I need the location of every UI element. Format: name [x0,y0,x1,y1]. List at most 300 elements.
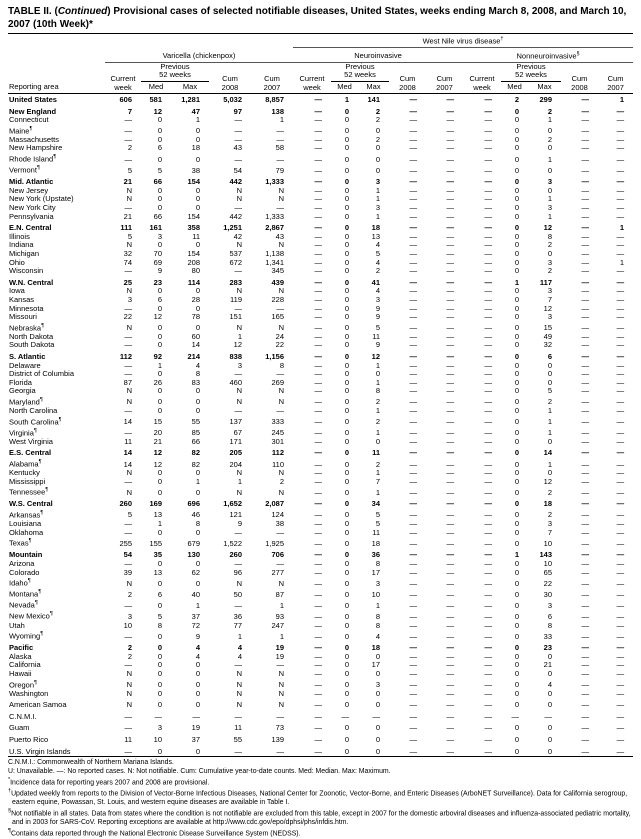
value-cell: N [278,700,284,710]
value-cell: 0 [547,143,552,153]
value-cell: 3 [547,286,552,296]
reporting-area-cell: New York (Upstate) [9,194,74,204]
header-current-week: Current week [105,62,141,93]
notifiable-diseases-table [8,33,633,757]
value-cell: 6 [547,611,552,621]
value-cell: — [154,711,162,721]
value-cell: 838 [229,351,242,361]
value-cell: — [234,558,242,568]
reporting-area-cell: C.N.M.I. [9,711,37,721]
value-cell: 0 [157,134,162,144]
reporting-area-cell: Kentucky [9,468,40,478]
value-cell: — [484,185,492,195]
value-cell: — [446,143,454,153]
value-cell: — [581,668,589,678]
value-cell: 67 [233,428,242,438]
value-cell: 0 [157,643,162,653]
value-cell: 3 [127,611,132,621]
value-cell: — [484,611,492,621]
value-cell: 0 [157,700,162,710]
value-cell: 1 [375,211,380,221]
value-cell: N [278,668,284,678]
value-cell: — [234,600,242,610]
value-cell: — [409,165,417,175]
value-cell: — [314,185,322,195]
value-cell: 36 [371,550,380,560]
value-cell: — [484,567,492,577]
value-cell: 0 [344,351,349,361]
value-cell: — [314,248,322,258]
value-cell: 0 [195,202,200,212]
value-cell: 1,281 [181,94,200,104]
value-cell: — [409,377,417,387]
value-cell: — [484,257,492,267]
value-cell: 0 [514,428,519,438]
value-cell: — [314,668,322,678]
value-cell: — [409,286,417,296]
value-cell: — [484,448,492,458]
footnote-mark: ¶ [45,487,49,494]
value-cell: 460 [229,377,242,387]
reporting-area-cell: New Hampshire [9,143,63,153]
value-cell: N [236,487,242,497]
value-cell: — [446,735,454,745]
table-row [8,529,633,538]
value-cell: — [446,711,454,721]
value-cell: — [484,340,492,350]
value-cell: 0 [344,567,349,577]
value-cell: — [409,436,417,446]
value-cell: N [126,240,132,250]
value-cell: 4 [375,286,380,296]
footnote-mark: ¶ [40,631,44,638]
value-cell: 442 [229,177,242,187]
value-cell: — [446,397,454,407]
value-cell: — [484,746,492,756]
reporting-area-cell: Oklahoma [9,527,44,537]
value-cell: 74 [123,257,132,267]
value-cell: 119 [230,294,242,304]
value-cell: — [446,700,454,710]
footnote-mark: ¶ [49,611,53,618]
value-cell: 2 [514,94,519,104]
value-cell: — [314,643,322,653]
value-cell: — [124,600,132,610]
value-cell: — [446,154,454,164]
value-cell: 0 [157,468,162,478]
value-cell: 12 [543,476,552,486]
value-cell: 69 [153,257,162,267]
value-cell: 0 [547,248,552,258]
reporting-area-cell: U.S. Virgin Islands [9,746,71,756]
value-cell: 358 [187,223,200,233]
value-cell: 5 [547,386,552,396]
value-cell: 1 [375,468,380,478]
value-cell: — [124,527,132,537]
value-cell: 0 [344,680,349,690]
value-cell: 4 [375,257,380,267]
header-nonneuroinvasive-group [463,47,633,62]
value-cell: 0 [344,115,349,125]
value-cell: 2 [547,240,552,250]
value-cell: — [616,631,625,641]
reporting-area-cell: Mid. Atlantic [9,177,54,187]
reporting-area-cell: New Mexico¶ [9,611,53,621]
value-cell: — [234,746,242,756]
value-cell: 3 [237,360,242,370]
value-cell: 7 [127,106,132,116]
value-cell: — [276,711,284,721]
value-cell: — [409,257,417,267]
value-cell: — [616,688,625,698]
value-cell: — [409,589,417,599]
value-cell: — [484,165,492,175]
value-cell: 0 [157,651,162,661]
value-cell: — [276,154,284,164]
value-cell: 4 [547,680,552,690]
value-cell: N [236,194,242,204]
value-cell: — [616,211,625,221]
value-cell: 0 [195,527,200,537]
value-cell: — [484,510,492,520]
value-cell: — [484,126,492,136]
value-cell: 0 [547,688,552,698]
value-cell: 0 [344,611,349,621]
value-cell: 5 [127,510,132,520]
header-cum-2008: Cum 2008 [561,62,598,93]
value-cell: — [581,134,589,144]
value-cell: 28 [191,294,200,304]
value-cell: 0 [344,165,349,175]
value-cell: 0 [547,735,552,745]
value-cell: 0 [157,558,162,568]
value-cell: 0 [344,303,349,313]
value-cell: 245 [271,428,284,438]
value-cell: — [581,177,589,187]
value-cell: 50 [233,589,242,599]
reporting-area-cell: Wisconsin [9,266,44,276]
value-cell: — [581,558,589,568]
value-cell: N [278,487,284,497]
value-cell: 0 [157,331,162,341]
value-cell: 1 [237,476,242,486]
value-cell: 1 [619,94,625,104]
value-cell: 3 [157,231,162,241]
value-cell: — [581,499,589,509]
value-cell: — [314,487,322,497]
header-west-nile-group [293,34,633,48]
value-cell: N [126,468,132,478]
value-cell: 41 [371,277,380,287]
value-cell: 154 [187,211,200,221]
value-cell: 11 [234,723,242,733]
value-cell: — [124,631,132,641]
value-cell: 0 [195,746,200,756]
value-cell: — [446,340,454,350]
value-cell: — [314,723,322,733]
value-cell: — [234,406,242,416]
table-row [8,267,633,276]
value-cell: 9 [195,631,200,641]
value-cell: 0 [514,177,519,187]
value-cell: — [484,231,492,241]
value-cell: 0 [344,154,349,164]
value-cell: 0 [195,397,200,407]
reporting-area-cell: Guam [9,723,30,733]
value-cell: 18 [371,643,380,653]
value-cell: 46 [191,510,200,520]
value-cell: — [409,746,417,756]
value-cell: 10 [371,589,380,599]
value-cell: 255 [119,538,132,548]
value-cell: 0 [514,631,519,641]
value-cell: 77 [233,620,242,630]
table-header [8,34,633,94]
value-cell: 0 [344,527,349,537]
value-cell: — [314,660,322,670]
value-cell: — [616,558,625,568]
value-cell: N [236,286,242,296]
value-cell: — [616,487,625,497]
table-row [8,93,633,104]
value-cell: 43 [233,143,242,153]
value-cell: — [276,126,284,136]
value-cell: — [616,386,625,396]
header-previous-52-weeks: Previous 52 weeks [331,62,389,81]
value-cell: 154 [187,248,200,258]
value-cell: 55 [191,417,200,427]
reporting-area-cell: Maine¶ [9,125,33,136]
value-cell: — [484,468,492,478]
value-cell: 62 [191,567,200,577]
value-cell: 23 [543,643,552,653]
value-cell: — [484,143,492,153]
value-cell: 0 [514,194,519,204]
value-cell: 0 [514,257,519,267]
value-cell: — [446,165,454,175]
value-cell: 7 [547,294,552,304]
value-cell: — [581,312,589,322]
value-cell: N [236,688,242,698]
value-cell: 0 [547,436,552,446]
value-cell: — [409,340,417,350]
value-cell: 0 [344,643,349,653]
value-cell: 171 [229,436,242,446]
value-cell: — [314,94,322,104]
value-cell: — [409,476,417,486]
value-cell: — [446,680,454,690]
value-cell: — [124,406,132,416]
table-row [8,164,633,175]
value-cell: — [276,660,284,670]
value-cell: 0 [514,406,519,416]
value-cell: 9 [157,266,162,276]
value-cell: 78 [191,312,200,322]
value-cell: 0 [514,231,519,241]
value-cell: 0 [547,377,552,387]
value-cell: 21 [543,660,552,670]
value-cell: — [616,527,625,537]
value-cell: 0 [195,386,200,396]
value-cell: — [409,620,417,630]
value-cell: — [484,277,492,287]
footnote-mark: ¶ [58,416,62,423]
value-cell: — [276,527,284,537]
value-cell: 0 [344,723,349,733]
value-cell: 205 [229,448,242,458]
reporting-area-cell: Maryland¶ [9,396,43,407]
table-row [8,630,633,641]
value-cell: — [446,94,454,104]
value-cell: — [124,369,132,379]
value-cell: 11 [372,527,380,537]
value-cell: — [409,94,417,104]
value-cell: — [616,668,625,678]
value-cell: 2,867 [265,223,284,233]
value-cell: — [511,711,519,721]
value-cell: 1 [195,115,200,125]
table-row [8,577,633,588]
value-cell: 0 [514,248,519,258]
reporting-area-cell: Vermont¶ [9,165,40,175]
value-cell: 204 [229,459,242,469]
value-cell: 83 [191,377,200,387]
value-cell: — [409,688,417,698]
value-cell: — [314,303,322,313]
value-cell: 5 [157,165,162,175]
value-cell: 11 [192,231,200,241]
value-cell: — [446,558,454,568]
value-cell: — [581,428,589,438]
value-cell: 1 [547,194,552,204]
value-cell: — [616,589,625,599]
value-cell: 0 [344,106,349,116]
value-cell: — [446,351,454,361]
table-title [8,5,633,31]
value-cell: 13 [371,231,380,241]
value-cell: 0 [514,266,519,276]
value-cell: 14 [123,448,132,458]
value-cell: 2 [375,459,380,469]
value-cell: — [581,115,589,125]
footnote: §Not notifiable in all states. Data from states where the condition is not notifiable are excluded from this table, except in 2007 for the domestic arboviral diseases and influenza-associated pediatric mortality, and in 2003 for SARS-CoV. Reporting exceptions are available at http://www.cdc.gov/epo/dphsi/phs/infdis.htm. [8,808,631,826]
value-cell: 0 [375,126,380,136]
value-cell: — [314,700,322,710]
value-cell: 0 [344,377,349,387]
reporting-area-cell: Massachusetts [9,134,60,144]
value-cell: 260 [229,550,242,560]
value-cell: — [484,286,492,296]
value-cell: — [124,331,132,341]
header-med: Med [141,81,171,93]
value-cell: — [616,611,625,621]
value-cell: — [314,620,322,630]
value-cell: 4 [237,643,242,653]
value-cell: 0 [344,386,349,396]
value-cell: 0 [157,369,162,379]
value-cell: 0 [514,369,519,379]
value-cell: — [314,651,322,661]
value-cell: 0 [514,223,519,233]
reporting-area-cell: Oregon¶ [9,679,37,690]
value-cell: 0 [157,406,162,416]
value-cell: 21 [153,436,162,446]
header-cum-2007: Cum 2007 [598,62,633,93]
value-cell: 0 [195,688,200,698]
value-cell: 0 [344,185,349,195]
value-cell: 0 [157,660,162,670]
reporting-area-cell: Idaho¶ [9,578,31,588]
value-cell: — [446,303,454,313]
value-cell: 22 [123,312,132,322]
value-cell: 2 [547,106,552,116]
value-cell: 23 [153,277,162,287]
value-cell: 30 [543,589,552,599]
reporting-area-cell: Delaware [9,360,41,370]
value-cell: N [126,286,132,296]
value-cell: — [581,223,589,233]
reporting-area-cell: New Jersey [9,185,49,195]
value-cell: N [126,578,132,588]
value-cell: — [276,558,284,568]
value-cell: — [581,386,589,396]
value-cell: 439 [271,277,284,287]
value-cell: 581 [149,94,162,104]
value-cell: 0 [375,165,380,175]
value-cell: N [126,386,132,396]
value-cell: — [314,510,322,520]
value-cell: N [236,700,242,710]
value-cell: — [314,360,322,370]
value-cell: 0 [344,550,349,560]
value-cell: 0 [195,668,200,678]
value-cell: 0 [344,578,349,588]
value-cell: 1 [195,600,200,610]
value-cell: 3 [375,202,380,212]
value-cell: — [409,611,417,621]
value-cell: N [236,240,242,250]
table-row [8,721,633,733]
value-cell: — [314,448,322,458]
value-cell: N [278,397,284,407]
value-cell: — [446,436,454,446]
title-rest: ) Provisional cases of selected notifiable diseases, United States, weeks ending March 8, 2008, and March 10, 2007 (10th Week)* [8,6,627,30]
value-cell: — [484,106,492,116]
value-cell: 0 [514,567,519,577]
value-cell: — [484,177,492,187]
value-cell: 87 [275,589,284,599]
reporting-area-cell: Alabama¶ [9,459,42,469]
value-cell: 9 [375,340,380,350]
value-cell: — [314,340,322,350]
reporting-area-cell: Georgia [9,386,36,396]
value-cell: — [314,688,322,698]
value-cell: — [409,360,417,370]
table-row [8,710,633,722]
reporting-area-cell: Nevada¶ [9,600,38,610]
value-cell: 1 [157,360,162,370]
value-cell: — [581,231,589,241]
value-cell: 0 [514,377,519,387]
value-cell: 0 [195,286,200,296]
value-cell: 18 [191,143,200,153]
value-cell: 2 [127,643,132,653]
value-cell: 0 [195,134,200,144]
value-cell: 39 [123,567,132,577]
value-cell: 0 [375,143,380,153]
value-cell: — [124,519,132,529]
value-cell: — [581,746,589,756]
